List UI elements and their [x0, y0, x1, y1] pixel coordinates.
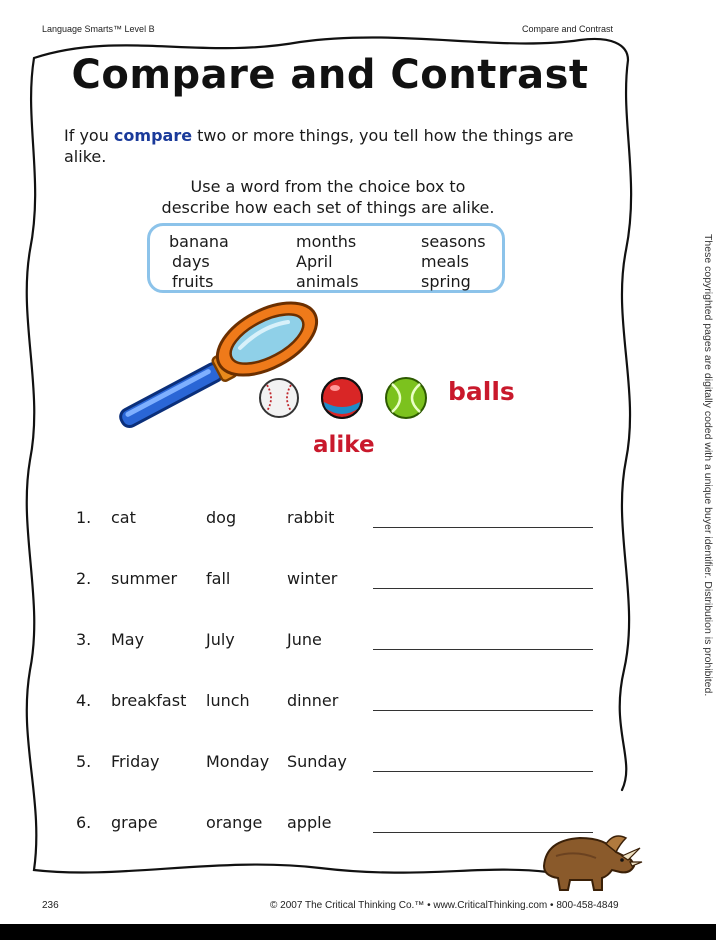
item-word: lunch — [206, 691, 250, 710]
item-word: breakfast — [111, 691, 187, 710]
choice-box — [147, 223, 505, 293]
exercise-row — [0, 752, 716, 776]
copyright-notice: These copyrighted pages are digitally coded with a unique buyer identifier. Distribution is prohibited. — [702, 234, 714, 697]
exercise-row — [0, 691, 716, 715]
item-number: 5. — [76, 752, 92, 771]
choice-word: meals — [421, 252, 470, 271]
bottom-bar — [0, 924, 716, 940]
intro-before: If you — [64, 126, 114, 145]
intro-keyword: compare — [113, 126, 193, 145]
item-word: Sunday — [287, 752, 347, 771]
item-word: Monday — [206, 752, 270, 771]
item-number: 3. — [76, 630, 92, 649]
answer-line[interactable] — [373, 588, 593, 589]
item-word: May — [111, 630, 145, 649]
exercise-row — [0, 508, 716, 532]
item-word: dog — [206, 508, 237, 527]
item-word: July — [206, 630, 235, 649]
answer-line[interactable] — [373, 527, 593, 528]
choice-word: spring — [421, 272, 471, 291]
item-word: rabbit — [287, 508, 335, 527]
item-number: 4. — [76, 691, 92, 710]
item-word: Friday — [111, 752, 160, 771]
item-word: summer — [111, 569, 178, 588]
header-series: Language Smarts™ Level B — [42, 24, 155, 34]
exercise-row — [0, 630, 716, 654]
exercise-row — [0, 569, 716, 593]
item-number: 1. — [76, 508, 92, 527]
choice-word: banana — [169, 232, 229, 251]
intro-text — [64, 125, 584, 167]
header-topic: Compare and Contrast — [522, 24, 614, 34]
item-number: 2. — [76, 569, 92, 588]
answer-line[interactable] — [373, 649, 593, 650]
footer-copyright: © 2007 The Critical Thinking Co.™ • www.CriticalThinking.com • 800-458-4849 — [270, 900, 619, 911]
choice-word: seasons — [421, 232, 486, 251]
choice-word: days — [172, 252, 210, 271]
intro-after: two or more things, you tell how the things are alike. — [64, 126, 574, 166]
magnifying-glass-icon — [112, 296, 322, 442]
page-title: Compare and Contrast — [71, 52, 589, 98]
item-word: apple — [287, 813, 332, 832]
choice-word: animals — [296, 272, 359, 291]
example-answer: balls — [448, 377, 515, 406]
item-number: 6. — [76, 813, 92, 832]
item-word: winter — [287, 569, 338, 588]
directions-line-2: describe how each set of things are alike. — [161, 198, 495, 217]
item-word: fall — [206, 569, 231, 588]
item-word: grape — [111, 813, 158, 832]
choice-word: fruits — [172, 272, 214, 291]
item-word: June — [287, 630, 322, 649]
choice-word: April — [296, 252, 333, 271]
answer-line[interactable] — [373, 710, 593, 711]
page-number: 236 — [42, 900, 59, 911]
item-word: orange — [206, 813, 263, 832]
triceratops-icon — [536, 826, 644, 894]
directions — [110, 176, 546, 218]
answer-line[interactable] — [373, 771, 593, 772]
red-ball-icon — [320, 376, 364, 420]
choice-word: months — [296, 232, 357, 251]
baseball-icon — [258, 377, 300, 419]
directions-line-1: Use a word from the choice box to — [190, 177, 466, 196]
example-label: alike — [313, 432, 375, 458]
item-word: dinner — [287, 691, 339, 710]
item-word: cat — [111, 508, 136, 527]
tennis-ball-icon — [384, 376, 428, 420]
